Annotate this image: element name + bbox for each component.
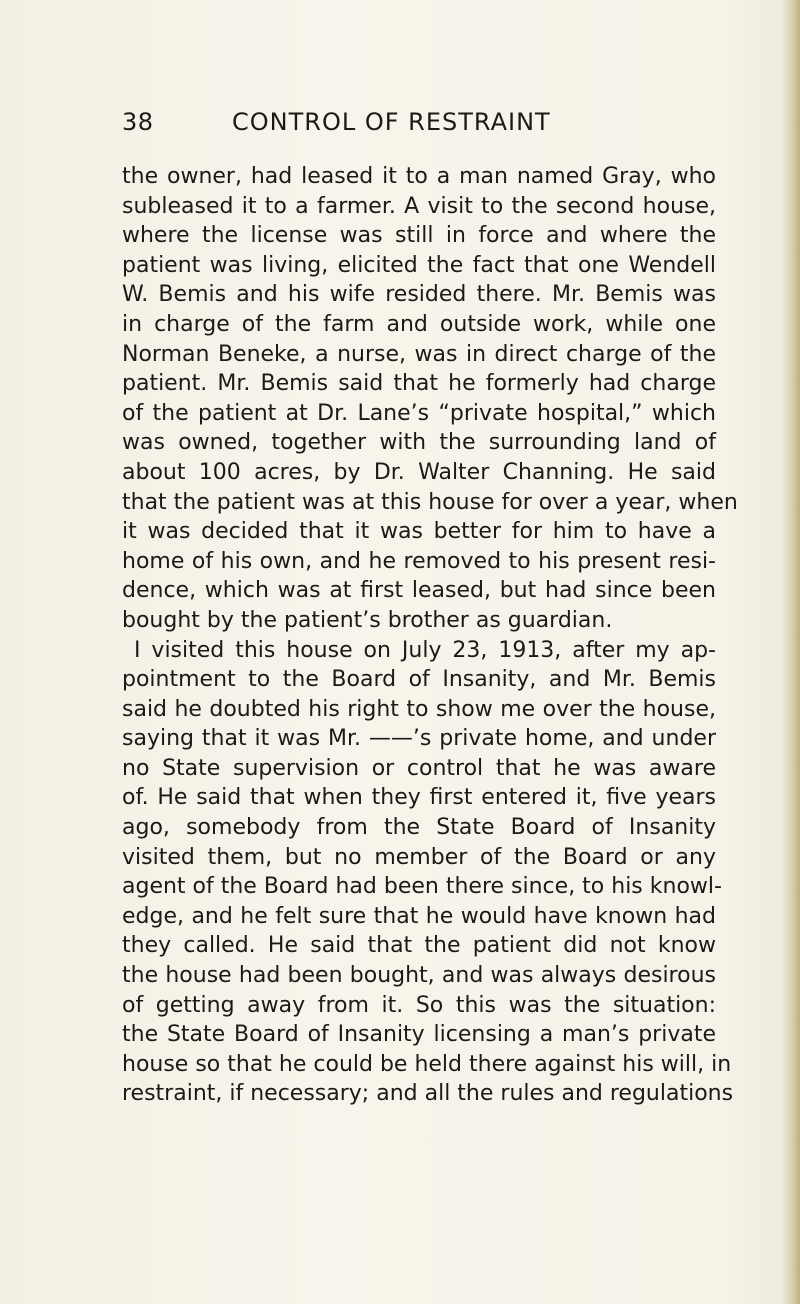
text-line: said he doubted his right to show me over the house, [122, 696, 716, 722]
text-line: ago, somebody from the State Board of Insanity [122, 815, 716, 841]
text-line: patient was living, elicited the fact that one Wendell [122, 252, 716, 278]
text-line: was owned, together with the surrounding land of [122, 430, 716, 456]
text-line: where the license was still in force and where the [122, 223, 716, 249]
text-line: restraint, if necessary; and all the rules and regulations [122, 1081, 734, 1107]
page-edge-shadow [782, 0, 800, 1304]
text-line: agent of the Board had been there since, to his knowl- [122, 874, 722, 900]
text-line: in charge of the farm and outside work, while one [122, 311, 716, 337]
text-line: subleased it to a farmer. A visit to the second house, [122, 193, 716, 219]
text-line: about 100 acres, by Dr. Walter Channing. He said [122, 459, 716, 485]
text-line-paragraph-start: I visited this house on July 23, 1913, after my ap- [134, 637, 716, 663]
text-line: of. He said that when they first entered it, five years [122, 785, 716, 811]
text-line: the owner, had leased it to a man named Gray, who [122, 164, 716, 189]
text-line: the house had been bought, and was always desirous [122, 963, 716, 989]
text-line: saying that it was Mr. ——’s private home, and under [122, 726, 716, 752]
page-number: 38 [122, 108, 154, 136]
body-text [122, 162, 738, 1109]
text-line: it was decided that it was better for him to have a [122, 519, 716, 545]
text-line: edge, and he felt sure that he would have known had [122, 903, 716, 929]
text-line: W. Bemis and his wife resided there. Mr. Bemis was [122, 282, 716, 308]
text-line: visited them, but no member of the Board or any [122, 844, 716, 870]
page-header [122, 108, 682, 144]
text-line: the State Board of Insanity licensing a man’s private [122, 1022, 716, 1048]
text-line: home of his own, and he removed to his present resi- [122, 548, 716, 574]
text-line: house so that he could be held there against his will, in [122, 1051, 732, 1077]
text-line-paragraph-end: bought by the patient’s brother as guardian. [122, 607, 613, 633]
text-line: pointment to the Board of Insanity, and Mr. Bemis [122, 667, 716, 693]
text-line: patient. Mr. Bemis said that he formerly had charge [122, 371, 716, 397]
text-line: Norman Beneke, a nurse, was in direct charge of the [122, 341, 716, 367]
text-line: of getting away from it. So this was the situation: [122, 992, 716, 1018]
text-line: dence, which was at first leased, but had since been [122, 578, 716, 604]
running-head: CONTROL OF RESTRAINT [232, 108, 551, 136]
text-line: of the patient at Dr. Lane’s “private hospital,” which [122, 400, 716, 426]
text-line: they called. He said that the patient did not know [122, 933, 716, 959]
text-line: that the patient was at this house for over a year, when [122, 489, 738, 515]
text-line: no State supervision or control that he was aware [122, 755, 716, 781]
